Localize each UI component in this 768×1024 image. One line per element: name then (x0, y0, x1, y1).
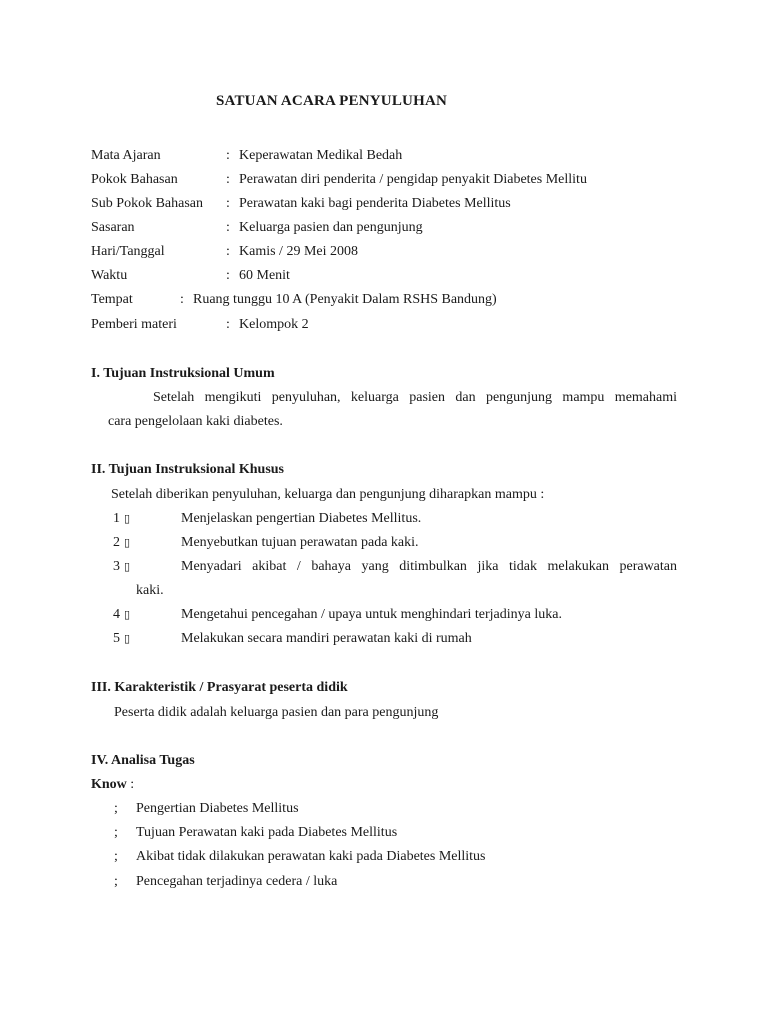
list-number: 4 (113, 607, 120, 622)
missing-glyph-icon: ▯ (124, 632, 131, 645)
info-value: Ruang tunggu 10 A (Penyakit Dalam RSHS Bandung) (193, 292, 497, 307)
list-number: 1 (113, 511, 120, 526)
info-label: Pemberi materi (91, 317, 177, 332)
section-heading: II. Tujuan Instruksional Khusus (91, 462, 285, 477)
section-heading: III. Karakteristik / Prasyarat peserta didik (91, 680, 348, 695)
info-colon: : (226, 268, 230, 283)
info-colon: : (226, 196, 230, 211)
list-text-continuation: kaki. (136, 583, 164, 598)
info-label: Mata Ajaran (91, 148, 161, 163)
info-label: Tempat (91, 292, 133, 307)
info-value: 60 Menit (239, 268, 290, 283)
list-text: Menyebutkan tujuan perawatan pada kaki. (181, 535, 419, 550)
list-number: 5 (113, 631, 120, 646)
list-text: Mengetahui pencegahan / upaya untuk menghindari terjadinya luka. (181, 607, 562, 622)
bullet: ; (114, 801, 118, 816)
section-heading: I. Tujuan Instruksional Umum (91, 366, 275, 381)
info-colon: : (226, 317, 230, 332)
info-value: Kamis / 29 Mei 2008 (239, 244, 358, 259)
list-number: 2 (113, 535, 120, 550)
info-value: Kelompok 2 (239, 317, 309, 332)
bullet: ; (114, 825, 118, 840)
info-label: Sasaran (91, 220, 135, 235)
missing-glyph-icon: ▯ (124, 608, 131, 621)
list-text: Tujuan Perawatan kaki pada Diabetes Mellitus (136, 825, 398, 840)
paragraph-line: cara pengelolaan kaki diabetes. (108, 414, 283, 429)
info-value: Keperawatan Medikal Bedah (239, 148, 403, 163)
info-label: Waktu (91, 268, 128, 283)
info-label: Sub Pokok Bahasan (91, 196, 203, 211)
info-label: Pokok Bahasan (91, 172, 178, 187)
info-colon: : (226, 220, 230, 235)
know-colon: : (130, 777, 135, 792)
list-text: Pengertian Diabetes Mellitus (136, 801, 299, 816)
list-number: 3 (113, 559, 120, 574)
list-text: Melakukan secara mandiri perawatan kaki di rumah (181, 631, 472, 646)
section-intro: Setelah diberikan penyuluhan, keluarga dan pengunjung diharapkan mampu : (111, 487, 545, 502)
missing-glyph-icon: ▯ (124, 536, 131, 549)
list-text: Akibat tidak dilakukan perawatan kaki pada Diabetes Mellitus (136, 849, 486, 864)
list-text: Pencegahan terjadinya cedera / luka (136, 874, 338, 889)
list-text: Menyadari akibat / bahaya yang ditimbulkan jika tidak melakukan perawatan (181, 559, 677, 574)
bullet: ; (114, 874, 118, 889)
info-colon: : (226, 244, 230, 259)
info-colon: : (180, 292, 184, 307)
info-colon: : (226, 148, 230, 163)
section-text: Peserta didik adalah keluarga pasien dan para pengunjung (114, 705, 439, 720)
know-label: Know (91, 777, 127, 792)
section-heading: IV. Analisa Tugas (91, 753, 195, 768)
info-label: Hari/Tanggal (91, 244, 165, 259)
paragraph-line: Setelah mengikuti penyuluhan, keluarga pasien dan pengunjung mampu memahami (153, 390, 677, 405)
list-text: Menjelaskan pengertian Diabetes Mellitus. (181, 511, 422, 526)
bullet: ; (114, 849, 118, 864)
know-label-line (91, 776, 134, 794)
info-value: Keluarga pasien dan pengunjung (239, 220, 423, 235)
info-colon: : (226, 172, 230, 187)
info-value: Perawatan diri penderita / pengidap penyakit Diabetes Mellitu (239, 172, 587, 187)
page-title: SATUAN ACARA PENYULUHAN (216, 93, 448, 109)
missing-glyph-icon: ▯ (124, 560, 131, 573)
info-value: Perawatan kaki bagi penderita Diabetes Mellitus (239, 196, 511, 211)
missing-glyph-icon: ▯ (124, 512, 131, 525)
